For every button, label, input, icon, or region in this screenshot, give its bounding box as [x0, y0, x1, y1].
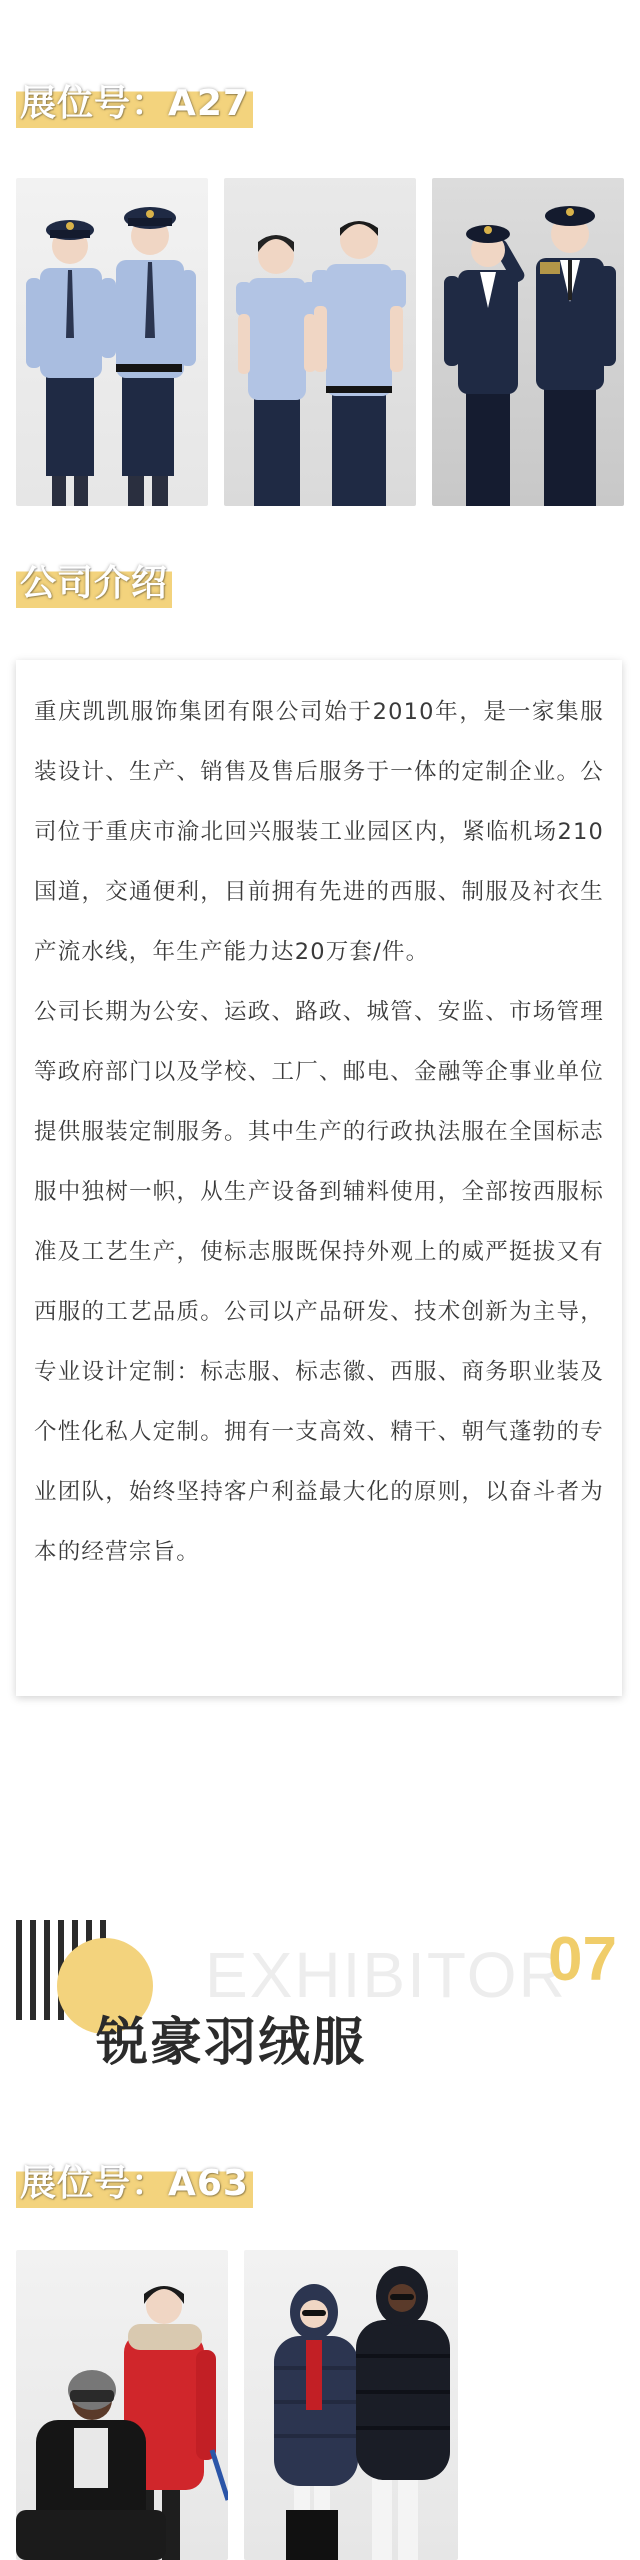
- booth-number-tag-2: 展位号：A63: [16, 2152, 253, 2208]
- uniform-photo-3-illustration: [432, 178, 624, 506]
- exhibitor-name: 锐豪羽绒服: [96, 2013, 367, 2073]
- down-jacket-photo-1-illustration: [16, 2250, 228, 2560]
- exhibitor-watermark-word: EXHIBITOR: [205, 1939, 567, 2011]
- company-intro-heading: 公司介绍: [16, 552, 172, 608]
- intro-paragraph-1: 重庆凯凯服饰集团有限公司始于2010年，是一家集服装设计、生产、销售及售后服务于一体的定制企业。公司位于重庆市渝北回兴服装工业园区内，紧临机场210国道，交通便利，目前拥有先进的西服、制服及衬衣生产流水线，年生产能力达20万套/件。: [34, 699, 604, 965]
- down-jacket-photo-1: [16, 2250, 228, 2560]
- uniform-photo-1-illustration: [16, 178, 208, 506]
- uniform-photo-3: [432, 178, 624, 506]
- intro-paragraph-2: 公司长期为公安、运政、路政、城管、安监、市场管理等政府部门以及学校、工厂、邮电、金融等企事业单位提供服装定制服务。其中生产的行政执法服在全国标志服中独树一帜，从生产设备到辅料使用，全部按西服标准及工艺生产，使标志服既保持外观上的威严挺拔又有西服的工艺品质。公司以产品研发、技术创新为主导，专业设计定制：标志服、标志徽、西服、商务职业装及个性化私人定制。拥有一支高效、精干、朝气蓬勃的专业团队，始终坚持客户利益最大化的原则，以奋斗者为本的经营宗旨。: [34, 999, 604, 1565]
- uniform-photo-2-illustration: [224, 178, 416, 506]
- exhibitor-header: [0, 1900, 640, 2100]
- down-jacket-photo-2: [244, 2250, 458, 2560]
- uniform-photo-1: [16, 178, 208, 506]
- exhibitor-number: 07: [548, 1925, 617, 1994]
- booth-number-tag: 展位号：A27: [16, 72, 253, 128]
- down-jacket-photo-2-illustration: [244, 2250, 458, 2560]
- uniform-photo-2: [224, 178, 416, 506]
- company-intro-card: [16, 660, 622, 1696]
